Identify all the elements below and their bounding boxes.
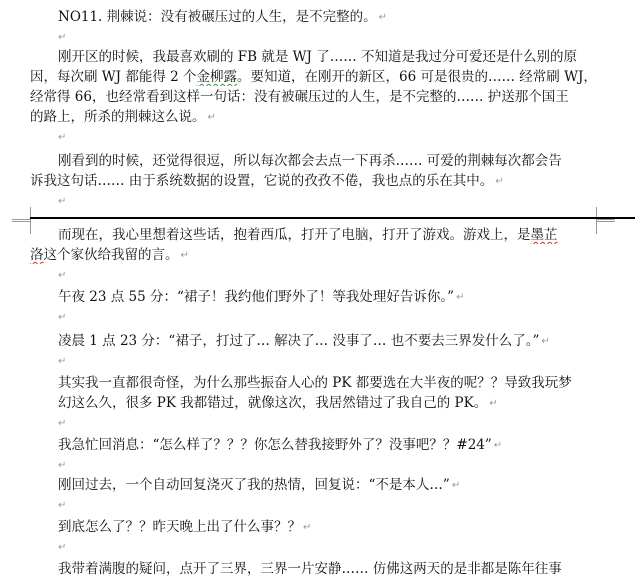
paragraph-mark-icon: ↵ bbox=[58, 460, 67, 471]
paragraph-mark-icon: ↵ bbox=[58, 418, 67, 429]
text-line bbox=[58, 518, 635, 536]
empty-paragraph bbox=[58, 308, 635, 326]
text-line bbox=[58, 560, 635, 578]
paragraph-mark-icon: ↵ bbox=[378, 12, 388, 23]
text-line bbox=[58, 394, 635, 412]
empty-paragraph bbox=[58, 414, 635, 432]
text-line bbox=[58, 476, 635, 494]
paragraph-mark-icon: ↵ bbox=[541, 336, 550, 347]
empty-paragraph bbox=[58, 538, 635, 556]
document-page-2 bbox=[0, 220, 635, 581]
text-run: 午夜 23 点 55 分：“裙子！我约他们野外了！等我处理好告诉你。” bbox=[58, 289, 455, 305]
paragraph-mark-icon: ↵ bbox=[58, 500, 67, 511]
paragraph-mark-icon: ↵ bbox=[58, 132, 67, 143]
text-line bbox=[58, 152, 635, 170]
chapter-title-line bbox=[58, 8, 635, 26]
text-line bbox=[30, 246, 635, 264]
text-run: 而现在，我心里想着这些话，抱着西瓜，打开了电脑，打开了游戏。游戏上，是 bbox=[58, 227, 531, 243]
text-line bbox=[58, 332, 635, 350]
paragraph-mark-icon: ↵ bbox=[58, 196, 67, 207]
text-run: 的路上，所杀的荆棘这么说。 bbox=[30, 109, 206, 125]
text-line bbox=[58, 436, 635, 454]
text-line bbox=[58, 48, 635, 66]
chapter-title: NO11. 荆棘说：没有被碾压过的人生，是不完整的。 bbox=[58, 9, 377, 25]
paragraph-mark-icon: ↵ bbox=[207, 112, 216, 123]
text-run: 刚开区的时候，我最喜欢刷的 FB 就是 WJ 了…… 不知道是我过分可爱还是什么别的原 bbox=[58, 49, 578, 65]
text-run: 其实我一直都很奇怪，为什么那些振奋人心的 PK 都要选在大半夜的呢？？导致我玩梦 bbox=[58, 375, 572, 391]
paragraph-mark-icon: ↵ bbox=[58, 542, 67, 553]
text-run: 刚看到的时候，还觉得很逗，所以每次都会去点一下再杀…… 可爱的荆棘每次都会告 bbox=[58, 153, 562, 169]
text-run: 到底怎么了？？昨天晚上出了什么事？？ bbox=[58, 519, 301, 535]
empty-paragraph bbox=[58, 266, 635, 284]
text-run: 幻这么久，很多 PK 我都错过，就像这次，我居然错过了我自己的 PK。 bbox=[58, 395, 488, 411]
spelling-flagged-text[interactable]: 洛 bbox=[30, 247, 44, 263]
text-line bbox=[30, 108, 635, 126]
text-run: 诉我这句话…… 由于系统数据的设置，它说的孜孜不倦，我也点的乐在其中。 bbox=[30, 173, 494, 189]
paragraph-mark-icon: ↵ bbox=[58, 32, 67, 43]
text-line bbox=[58, 288, 635, 306]
paragraph-mark-icon: ↵ bbox=[456, 292, 465, 303]
spelling-flagged-text[interactable]: 墨芷 bbox=[530, 227, 558, 243]
paragraph-mark-icon: ↵ bbox=[489, 398, 498, 409]
text-run: 这个家伙给我留的言。 bbox=[43, 247, 179, 263]
empty-paragraph bbox=[58, 456, 635, 474]
document-page-1 bbox=[0, 0, 635, 210]
page-separator-line bbox=[30, 217, 635, 219]
paragraph-mark-icon: ↵ bbox=[58, 356, 67, 367]
text-line bbox=[58, 374, 635, 392]
text-line bbox=[58, 226, 635, 244]
text-run: 我带着满腹的疑问，点开了三界，三界一片安静…… 仿佛这两天的是非都是陈年往事 bbox=[58, 561, 562, 577]
text-line bbox=[30, 68, 635, 86]
text-run: 因，每次刷 WJ 都能得 2 个 bbox=[30, 69, 197, 85]
paragraph-mark-icon: ↵ bbox=[58, 270, 67, 281]
paragraph-mark-icon: ↵ bbox=[180, 250, 189, 261]
paragraph-mark-icon: ↵ bbox=[58, 312, 67, 323]
grammar-flagged-text[interactable]: 金柳露 bbox=[196, 69, 238, 85]
text-run: 刚回过去，一个自动回复浇灭了我的热情，回复说：“不是本人…” bbox=[58, 477, 450, 493]
empty-paragraph bbox=[58, 28, 635, 46]
paragraph-mark-icon: ↵ bbox=[303, 522, 312, 533]
paragraph-mark-icon: ↵ bbox=[451, 480, 461, 491]
paragraph-mark-icon: ↵ bbox=[493, 440, 503, 451]
text-run: 我急忙回消息：“怎么样了？？？你怎么替我接野外了？没事吧？？#24” bbox=[58, 437, 492, 453]
paragraph-mark-icon: ↵ bbox=[495, 176, 504, 187]
text-run: 。要知道，在刚开的新区，66 可是很贵的…… 经常刷 WJ， bbox=[237, 69, 597, 85]
empty-paragraph bbox=[58, 128, 635, 146]
empty-paragraph bbox=[58, 352, 635, 370]
text-line bbox=[30, 172, 635, 190]
text-line bbox=[30, 88, 635, 106]
text-run: 凌晨 1 点 23 分：“裙子，打过了… 解决了… 没事了… 也不要去三界发什么了。” bbox=[58, 333, 540, 349]
empty-paragraph bbox=[58, 496, 635, 514]
text-run: 经常得 66，也经常看到这样一句话：没有被碾压过的人生，是不完整的…… 护送那个国王 bbox=[30, 89, 569, 105]
